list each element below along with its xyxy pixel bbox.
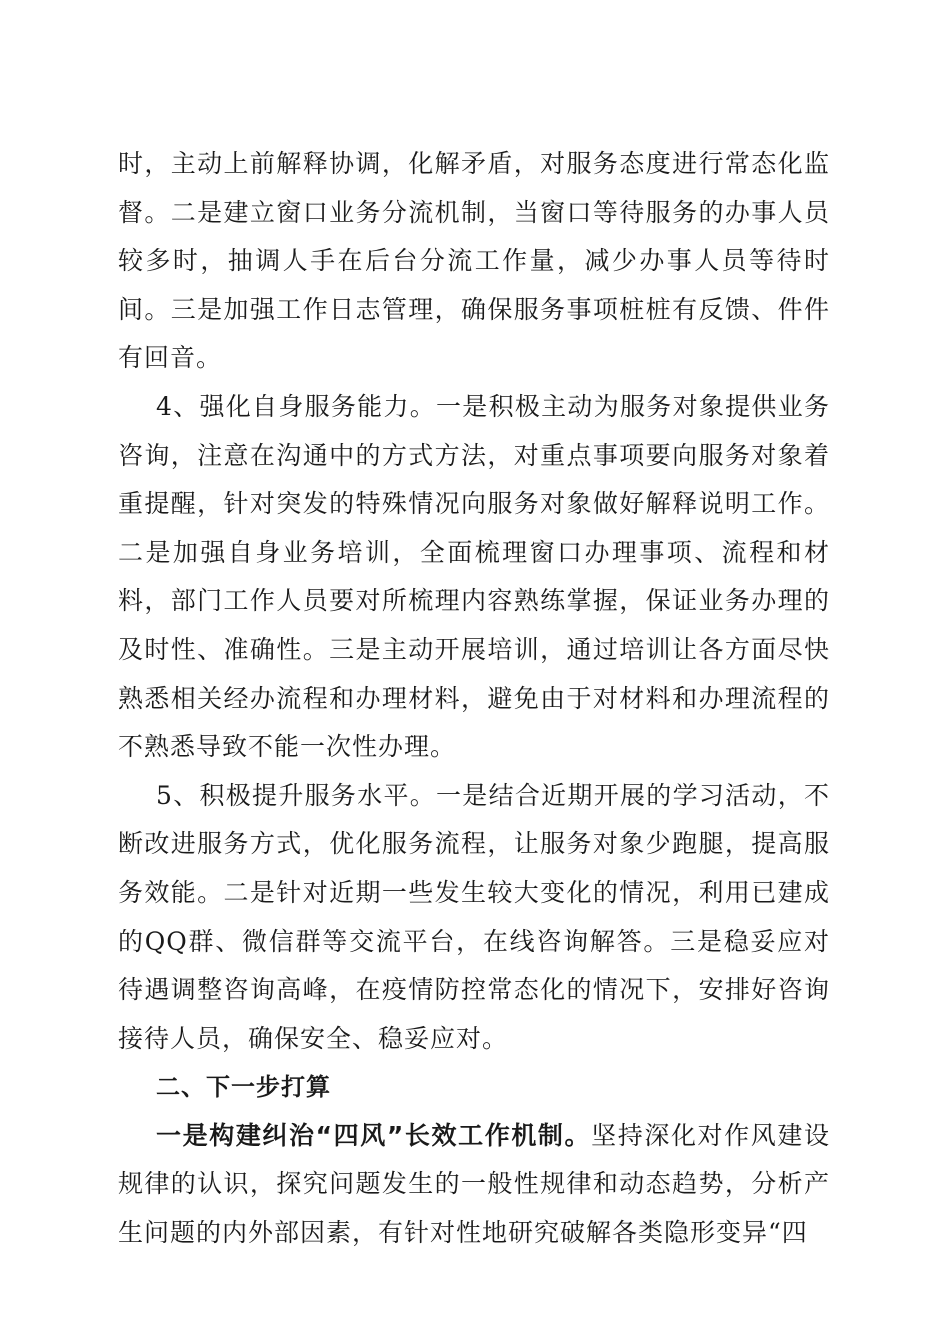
paragraph-service-capability: 4、强化自身服务能力。一是积极主动为服务对象提供业务咨询，注意在沟通中的方式方法，对重点事项要向服务对象着重提醒，针对突发的特殊情况向服务对象做好解释说明工作。二是加强自身业务培训，全面梳理窗口办理事项、流程和材料，部门工作人员要对所梳理内容熟练掌握，保证业务办理的及时性、准确性。三是主动开展培训，通过培训让各方面尽快熟悉相关经办流程和办理材料，避免由于对材料和办理流程的不熟悉导致不能一次性办理。 (118, 391, 830, 762)
paragraph-lead: 一是构建纠治“四风”长效工作机制。 (156, 1120, 592, 1150)
paragraph-service-level: 5、积极提升服务水平。一是结合近期开展的学习活动，不断改进服务方式，优化服务流程，让服务对象少跑腿，提高服务效能。二是针对近期一些发生较大变化的情况，利用已建成的QQ群、微信群等交流平台，在线咨询解答。三是稳妥应对待遇调整咨询高峰，在疫情防控常态化的情况下，安排好咨询接待人员，确保安全、稳妥应对。 (118, 780, 830, 1053)
document-body (118, 140, 830, 1258)
paragraph-continuation: 时，主动上前解释协调，化解矛盾，对服务态度进行常态化监督。二是建立窗口业务分流机制，当窗口等待服务的办事人员较多时，抽调人手在后台分流工作量，减少办事人员等待时间。三是加强工作日志管理，确保服务事项桩桩有反馈、件件有回音。 (118, 149, 830, 373)
paragraph-body: 坚持深化对作风建设规律的认识，探究问题发生的一般性规律和动态趋势，分析产生问题的内外部因素，有针对性地研究破解各类隐形变异“四 (118, 1120, 830, 1248)
paragraph-next-steps (118, 1112, 830, 1258)
section-heading: 二、下一步打算 (156, 1073, 331, 1102)
